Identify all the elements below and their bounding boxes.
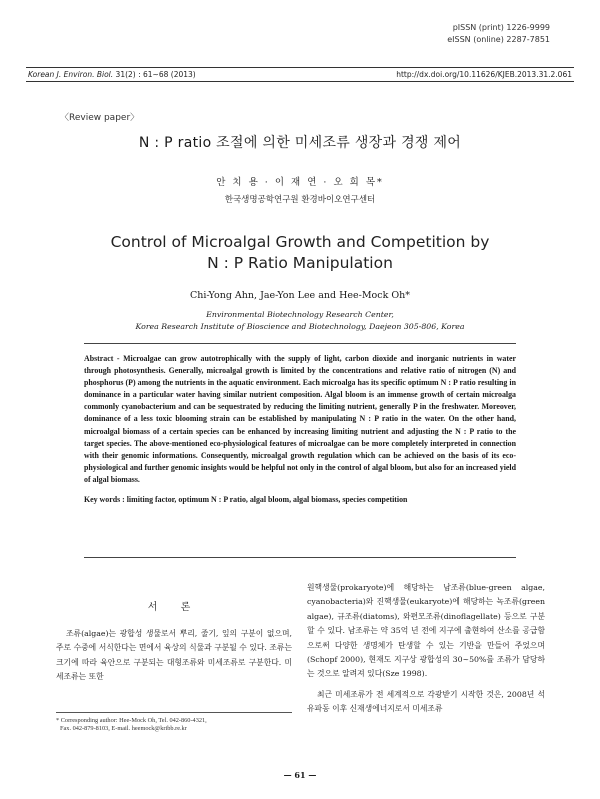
pissn: pISSN (print) 1226-9999 [452,23,550,32]
title-korean: N : P ratio 조절에 의한 미세조류 생장과 경쟁 제어 [138,135,462,151]
review-tag: 〈Review paper〉 [60,113,140,123]
right-column [307,581,545,717]
corresponding-author-footnote [56,712,292,734]
journal-name: Korean J. Environ. Biol. [28,70,114,79]
affiliation-english-line2: Korea Research Institute of Bioscience and Biotechnology, Daejeon 305-806, Korea [135,322,465,331]
title-english [0,232,600,274]
page-number: — 61 — [283,770,317,780]
keywords: Key words : limiting factor, optimum N : P ratio, algal bloom, algal biomass, species competition [84,495,408,505]
intro-paragraph-right-1: 원핵생물(prokaryote)에 해당하는 남조류(blue-green algae, cyanobacteria)와 진핵생물(eukaryote)에 해당하는 녹조류(green algae), 규조류(diatoms), 와편모조류(dinoflagellate) 등으로 구분할 수 있다. 남조류는 약 35억 년 전에 지구에 출현하여 산소를 공급함으로써 다양한 생명체가 탄생할 수 있는 기반을 만들어 주었으며(Schopf 2000), 현재도 지구상 광합성의 30~50%를 조류가 담당하는 것으로 알려져 있다(Sze 1998). [307,583,545,679]
issn-block [447,22,550,46]
affiliation-english-line1: Environmental Biotechnology Research Center, [206,310,394,319]
left-column [56,590,292,685]
abstract-box [84,343,516,558]
intro-paragraph-right-2: 최근 미세조류가 전 세계적으로 각광받기 시작한 것은, 2008년 석유파동 이후 신재생에너지로서 미세조류 [307,689,545,714]
doi-link[interactable]: http://dx.doi.org/10.11626/KJEB.2013.31.2.061 [396,70,572,79]
affiliation-korean: 한국생명공학연구원 환경바이오연구센터 [224,195,376,205]
intro-paragraph-left: 조류(algae)는 광합성 생물로서 뿌리, 줄기, 잎의 구분이 없으며, 주로 수중에 서식한다는 면에서 육상의 식물과 구분될 수 있다. 조류는 크기에 따라 육안으로 구분되는 대형조류와 미세조류로 구분한다. 미세조류는 또한 [56,629,292,682]
authors-english: Chi-Yong Ahn, Jae-Yon Lee and Hee-Mock Oh* [189,290,411,301]
footnote-line2: Fax. 042-879-8103, E-mail. heemock@kribb.re.kr [60,725,187,733]
journal-citation [28,70,196,79]
affiliation-english [0,309,600,333]
title-english-line2: N : P Ratio Manipulation [207,254,393,272]
journal-header-bar [26,67,574,82]
section-title-introduction: 서 론 [147,602,201,613]
abstract-text: Abstract - Microalgae can grow autotrophically with the supply of light, carbon dioxide and inorganic nutrients in water through photosynthesis. Generally, microalgal growth is limited by the concentrations and relative ratio of nitrogen (N) and phosphorus (P) among the nutrients in the aquatic environment. Each microalga has its specific optimum N : P ratio resulting in dominance in a particular water having similar nutrient composition. Algal bloom is an immense growth of certain microalga commonly cyanobacterium and can be sequestrated by reducing the limiting nutrient, generally P in the freshwater. Moreover, dominance of a less toxic blooming strain can be established by manipulating N : P ratio in the water. On the other hand, microalgal biomass of a certain species can be enhanced by increasing limiting nutrient and adjusting the N : P ratio to the target species. The above-mentioned eco-physiological features of microalgae can be more completely interpreted in connection with their genomic informations. Consequently, microalgal growth regulation which can be achieved on the basis of its eco-physiological and further genomic insights would be helpful not only in the control of algal bloom, but also for an increased yield of algal biomass. [84,354,516,484]
title-english-line1: Control of Microalgal Growth and Competition by [110,233,490,251]
footnote-line1: * Corresponding author: Hee-Mock Oh, Tel. 042-860-4321, [56,717,207,724]
journal-volume: 31(2) : 61~68 (2013) [115,70,196,79]
eissn: eISSN (online) 2287-7851 [447,35,550,44]
authors-korean: 안 치 용 · 이 재 연 · 오 희 목* [216,177,384,188]
